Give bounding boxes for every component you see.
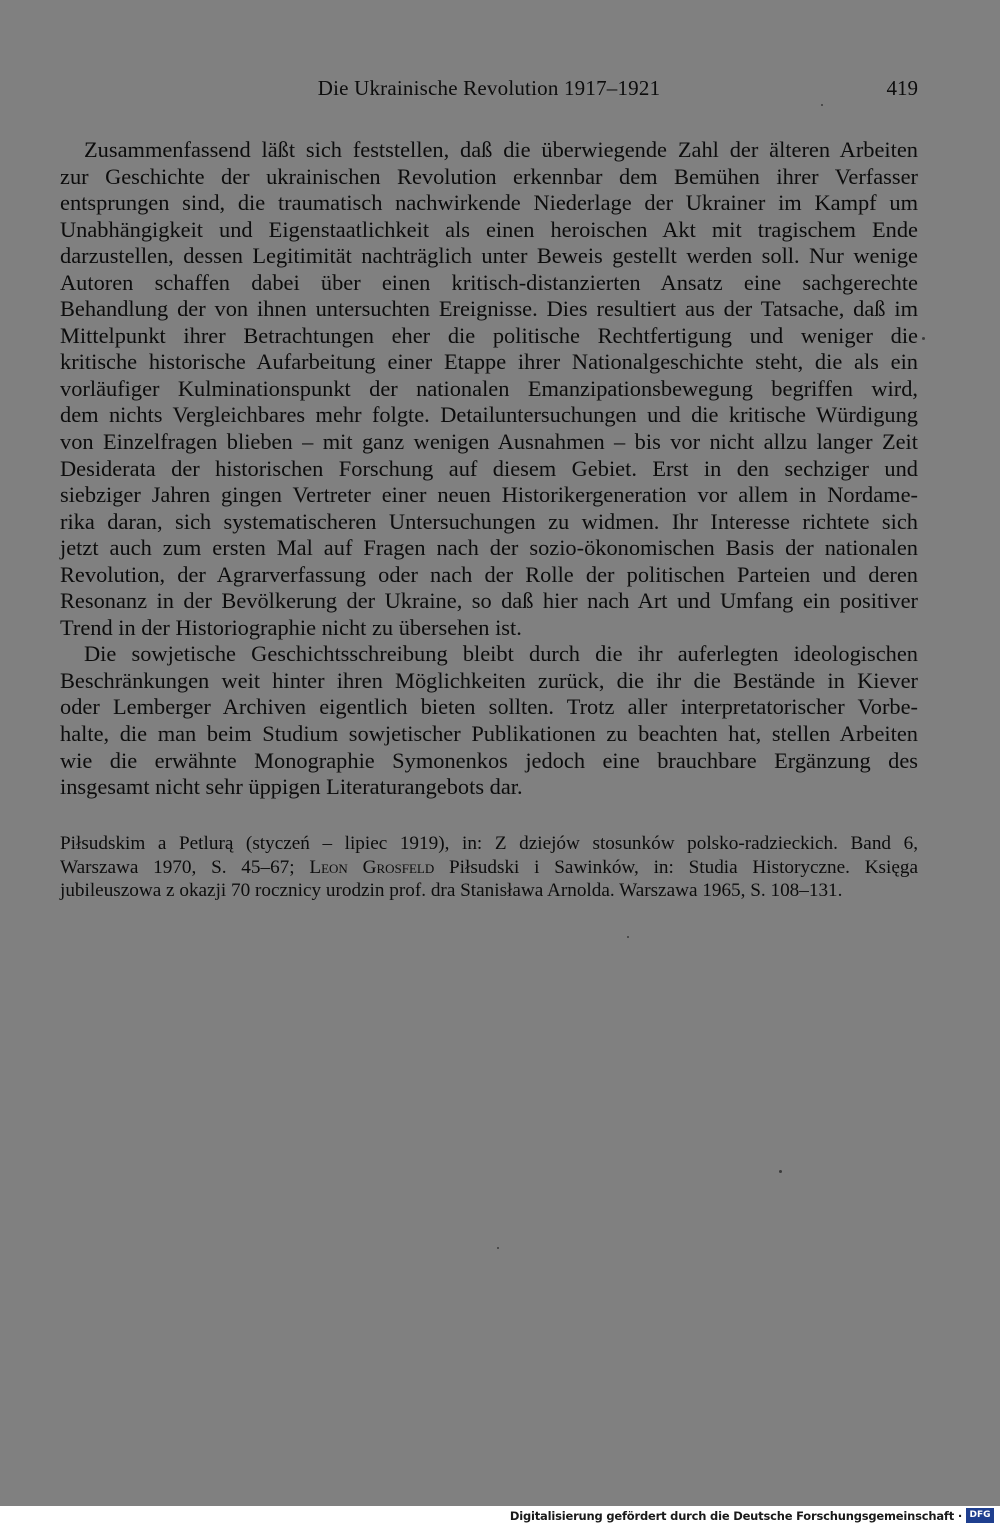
paragraph-1-line: darzustellen, dessen Legitimität nachträglich unter Beweis gestellt werden soll. Nur wenige: [60, 243, 918, 269]
paragraph-1-line: Mittelpunkt ihrer Betrachtungen eher die politische Rechtfertigung und weniger die: [60, 322, 918, 348]
paragraph-1-line: zur Geschichte der ukrainischen Revolution erkennbar dem Bemühen ihrer Verfasser: [60, 163, 918, 189]
paragraph-1-line: rika daran, sich systematischeren Untersuchungen zu widmen. Ihr Interesse richtete sich: [60, 508, 918, 534]
scan-speck: [922, 337, 925, 340]
paragraph-1-line: von Einzelfragen blieben – mit ganz wenigen Ausnahmen – bis vor nicht allzu langer Zeit: [60, 429, 918, 455]
scan-speck: [627, 936, 629, 938]
author-name: Leon Grosfeld: [309, 856, 435, 878]
paragraph-1-line: Behandlung der von ihnen untersuchten Ereignisse. Dies resultiert aus der Tatsache, daß im: [60, 296, 918, 322]
paragraph-1-line: Desiderata der historischen Forschung auf diesem Gebiet. Erst in den sechziger und: [60, 455, 918, 481]
paragraph-1: [60, 137, 918, 641]
paragraph-1-line: Revolution, der Agrarverfassung oder nach der Rolle der politischen Parteien und deren: [60, 561, 918, 587]
running-head: [60, 76, 918, 106]
footnote-line: Piłsudskim a Petlurą (styczeń – lipiec 1919), in: Z dziejów stosunków polsko-radzieckich. Band 6,: [60, 833, 918, 854]
footnote-text: Piłsudski i Sawinków, in: Studia Historyczne. Księga: [434, 856, 918, 878]
paragraph-2-line: oder Lemberger Archiven eigentlich bieten sollten. Trotz aller interpretatorischer Vorbe-: [60, 694, 918, 720]
paragraph-1-line: Resonanz in der Bevölkerung der Ukraine, so daß hier nach Art und Umfang ein positiver: [60, 588, 918, 614]
footnote: [60, 832, 918, 903]
paragraph-2-line: Die sowjetische Geschichtsschreibung bleibt durch die ihr auferlegten ideologischen: [84, 641, 918, 667]
paragraph-1-line: Unabhängigkeit und Eigenstaatlichkeit als einen heroischen Akt mit tragischem Ende: [60, 216, 918, 242]
paragraph-1-line: entsprungen sind, die traumatisch nachwirkende Niederlage der Ukrainer im Kampf um: [60, 190, 918, 216]
footnote-line: jubileuszowa z okazji 70 rocznicy urodzin prof. dra Stanisława Arnolda. Warszawa 1965, S. 108–131.: [60, 880, 843, 901]
paragraph-2-line: insgesamt nicht sehr üppigen Literaturangebots dar.: [60, 774, 523, 800]
page-number: 419: [886, 76, 918, 100]
paragraph-1-line: Zusammenfassend läßt sich feststellen, daß die überwiegende Zahl der älteren Arbeiten: [84, 137, 918, 162]
funding-credit: Digitalisierung gefördert durch die Deutsche Forschungsgemeinschaft ·: [509, 1509, 962, 1523]
paragraph-2-line: Beschränkungen weit hinter ihren Möglichkeiten zurück, die ihr die Bestände in Kiever: [60, 667, 918, 693]
paragraph-1-line: Trend in der Historiographie nicht zu übersehen ist.: [60, 614, 522, 640]
body-text: [60, 137, 918, 801]
paragraph-1-line: dem nichts Vergleichbares mehr folgte. Detailuntersuchungen und die kritische Würdigung: [60, 402, 918, 428]
paragraph-1-line: vorläufiger Kulminationspunkt der nationalen Emanzipationsbewegung begriffen wird,: [60, 375, 918, 401]
scan-speck: [821, 104, 823, 106]
scan-speck: [497, 1247, 499, 1249]
footer-bar: [0, 1506, 1000, 1527]
running-title: Die Ukrainische Revolution 1917–1921: [317, 76, 661, 100]
footnote-line: [60, 856, 918, 880]
paragraph-1-line: kritische historische Aufarbeitung einer Etappe ihrer Nationalgeschichte steht, die als ein: [60, 349, 918, 375]
paragraph-2-line: wie die erwähnte Monographie Symonenkos jedoch eine brauchbare Ergänzung des: [60, 747, 918, 773]
paragraph-1-line: Autoren schaffen dabei über einen kritisch-distanzierten Ansatz eine sachgerechte: [60, 269, 918, 295]
paragraph-2-line: halte, die man beim Studium sowjetischer Publikationen zu beachten hat, stellen Arbeiten: [60, 721, 918, 747]
dfg-logo: DFG: [966, 1508, 994, 1523]
paragraph-2: [60, 641, 918, 800]
scan-speck: [779, 1170, 782, 1173]
footnote-text: Warszawa 1970, S. 45–67;: [60, 856, 310, 878]
paragraph-1-line: jetzt auch zum ersten Mal auf Fragen nach der sozio-ökonomischen Basis der nationalen: [60, 535, 918, 561]
paragraph-1-line: siebziger Jahren gingen Vertreter einer neuen Historikergeneration vor allem in Nordame-: [60, 482, 918, 508]
